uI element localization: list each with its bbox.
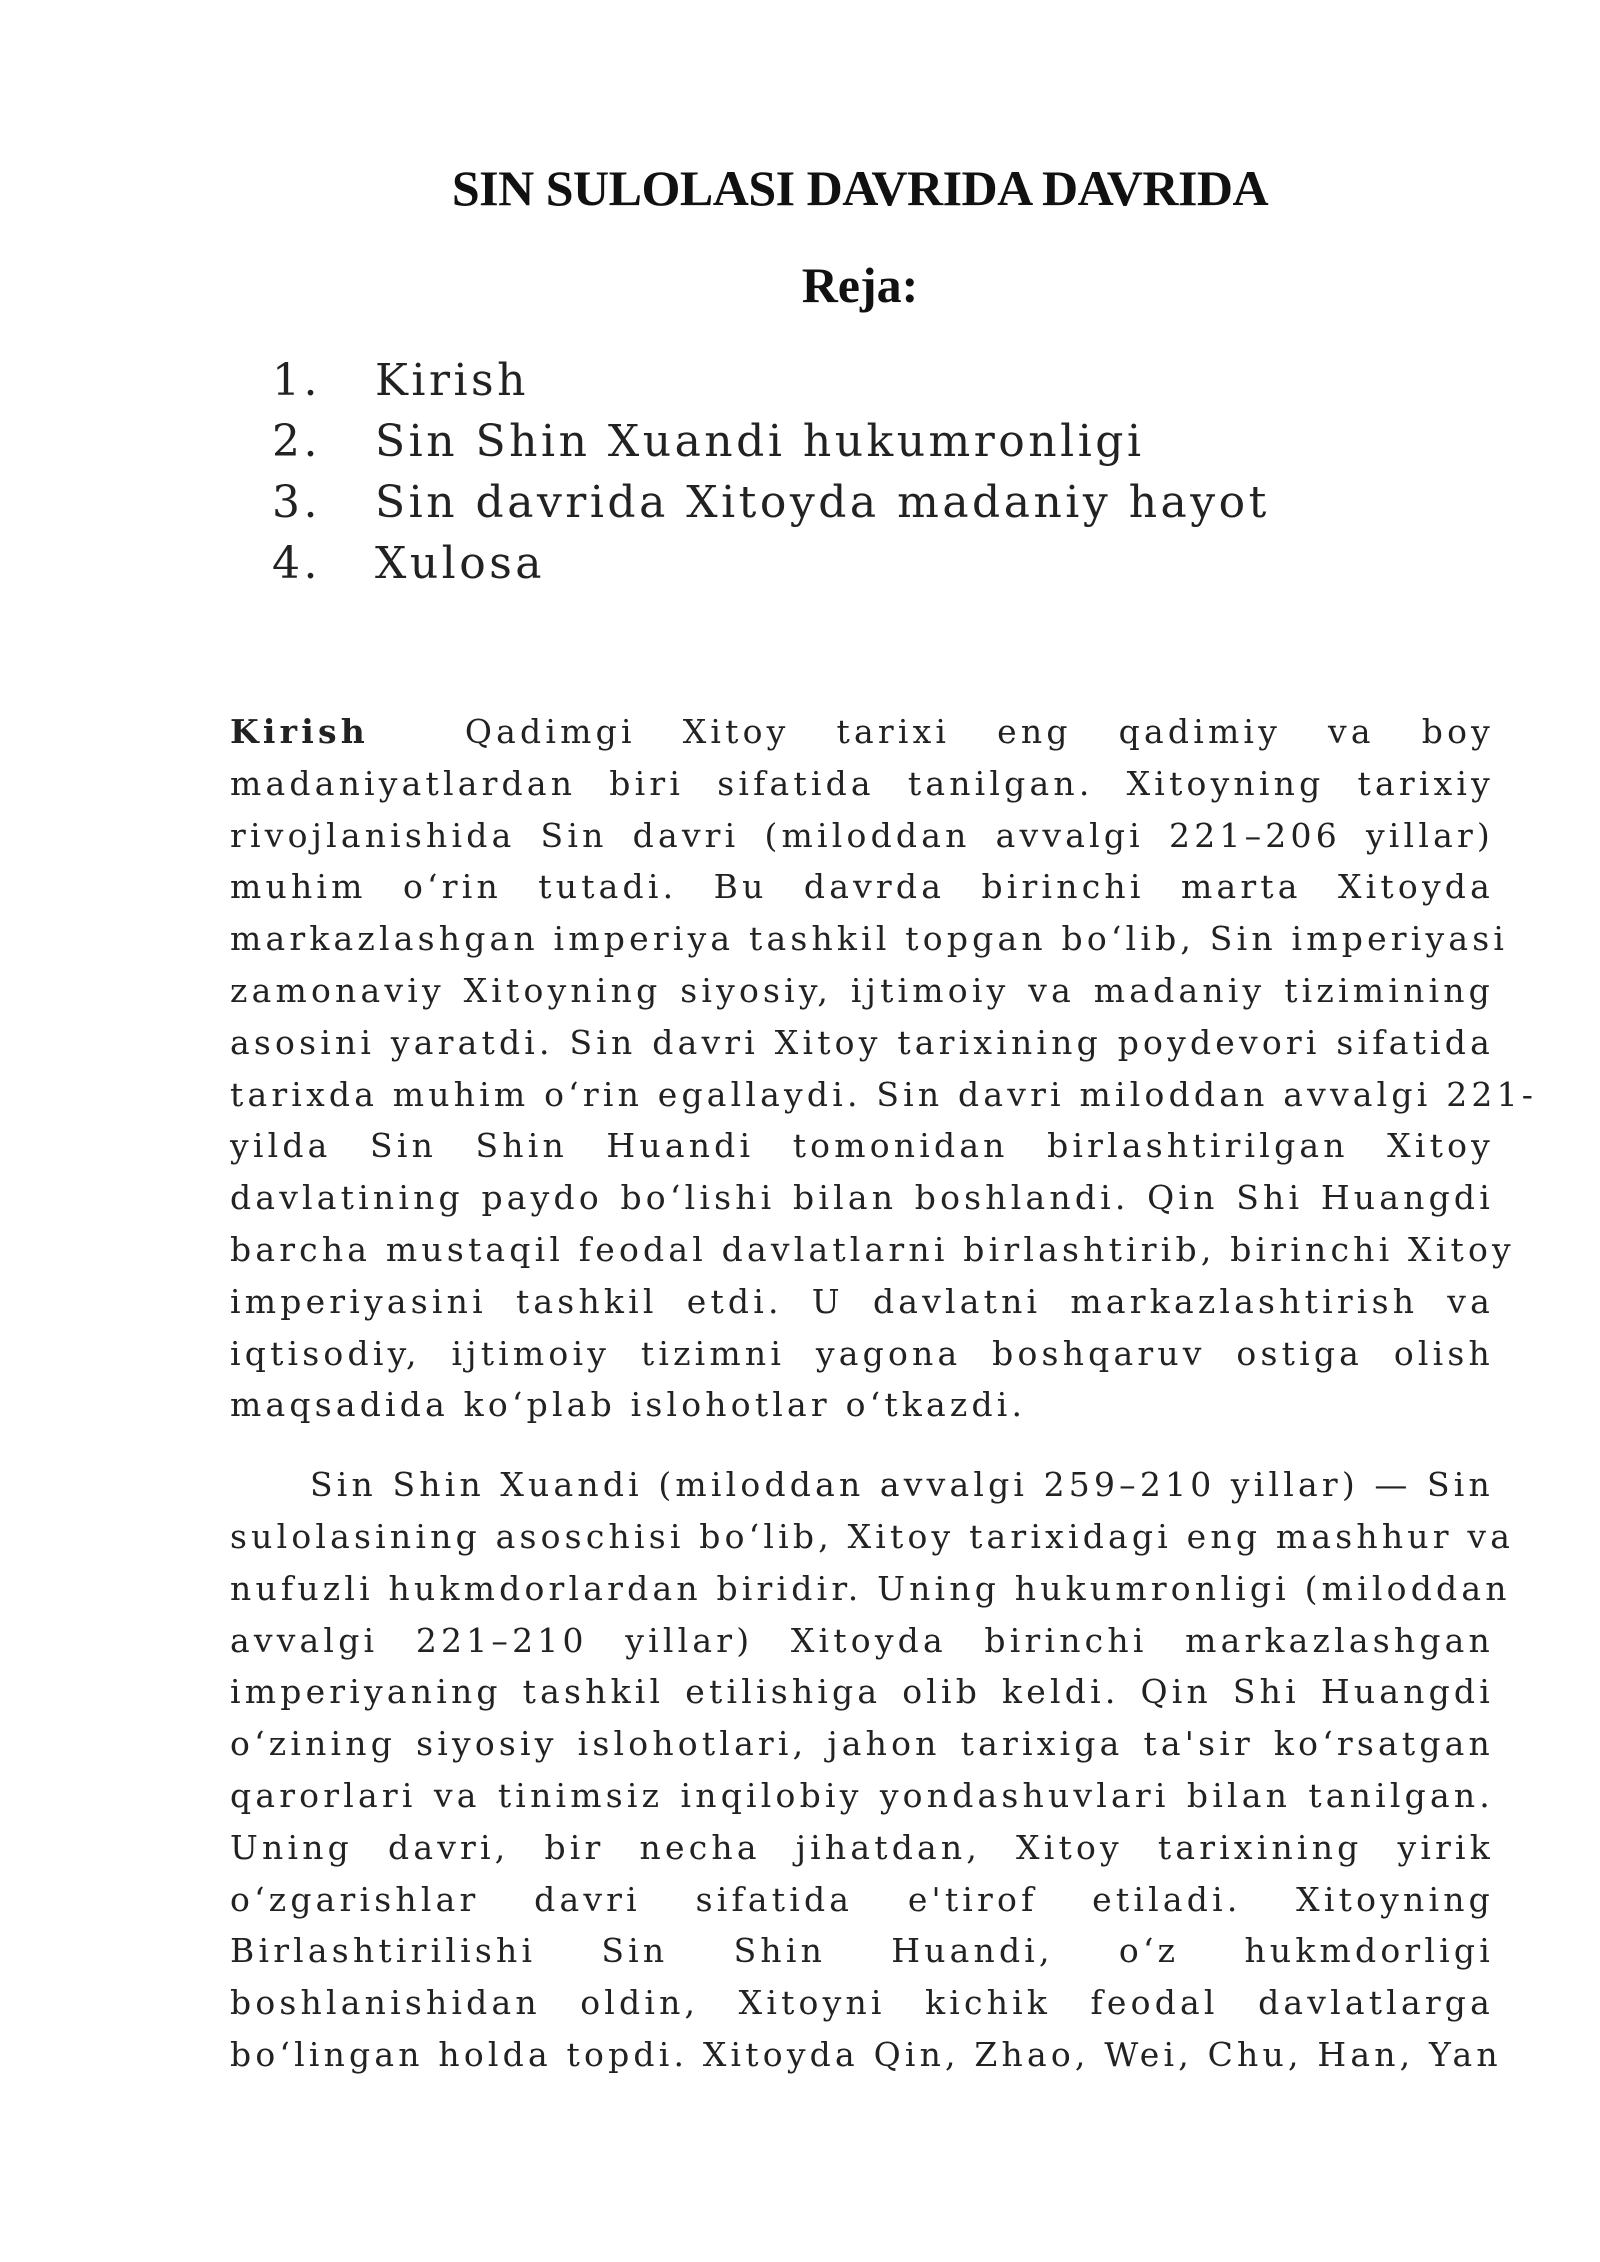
paragraph-line: nufuzli hukmdorlardan biridir. Uning hukumronligi (miloddan	[230, 1568, 1511, 1608]
paragraph-line: asosini yaratdi. Sin davri Xitoy tarixining poydevori sifatida	[230, 1022, 1494, 1062]
paragraph-line: rivojlanishida Sin davri (miloddan avvalgi 221–206 yillar)	[230, 815, 1494, 855]
paragraph-line: Birlashtirilishi Sin Shin Huandi, o‘z hukmdorligi	[230, 1931, 1494, 1971]
paragraph-line: o‘zining siyosiy islohotlari, jahon tarixiga ta'sir ko‘rsatgan	[230, 1724, 1494, 1764]
paragraph-line: boshlanishidan oldin, Xitoyni kichik feodal davlatlarga	[230, 1983, 1494, 2023]
paragraph-line: madaniyatlardan biri sifatida tanilgan. Xitoyning tarixiy	[230, 763, 1494, 803]
paragraph-line: muhim o‘rin tutadi. Bu davrda birinchi marta Xitoyda	[230, 867, 1494, 907]
paragraph-line: iqtisodiy, ijtimoiy tizimni yagona boshqaruv ostiga olish	[230, 1333, 1494, 1373]
plan-item-text: Sin Shin Xuandi hukumronligi	[375, 416, 1145, 467]
plan-item	[272, 350, 1270, 411]
paragraph-line: bo‘lingan holda topdi. Xitoyda Qin, Zhao, Wei, Chu, Han, Yan	[230, 2034, 1502, 2074]
plan-item	[272, 533, 1270, 594]
paragraph-line: barcha mustaqil feodal davlatlarni birlashtirib, birinchi Xitoy	[230, 1229, 1515, 1269]
paragraph-line	[230, 706, 1494, 758]
plan-item-number: 2.	[272, 416, 321, 467]
paragraph-line: maqsadida ko‘plab islohotlar o‘tkazdi.	[230, 1385, 1027, 1425]
paragraph-line: davlatining paydo bo‘lishi bilan boshlandi. Qin Shi Huangdi	[230, 1178, 1494, 1218]
paragraph-line: tarixda muhim o‘rin egallaydi. Sin davri miloddan avvalgi 221-	[230, 1074, 1538, 1114]
paragraph-introduction	[230, 706, 1538, 1431]
plan-item	[272, 472, 1270, 533]
paragraph-line: yilda Sin Shin Huandi tomonidan birlashtirilgan Xitoy	[230, 1126, 1494, 1166]
paragraph-line: Sin Shin Xuandi (miloddan avvalgi 259–210 yillar) — Sin	[310, 1465, 1494, 1505]
paragraph-line: o‘zgarishlar davri sifatida e'tirof etiladi. Xitoyning	[230, 1879, 1494, 1919]
paragraph-lead-word: Kirish	[230, 712, 369, 751]
plan-item-number: 4.	[272, 538, 321, 589]
paragraph-line: imperiyasini tashkil etdi. U davlatni markazlashtirish va	[230, 1281, 1494, 1321]
plan-item-number: 1.	[272, 355, 321, 406]
paragraph-ruler	[230, 1459, 1515, 2081]
paragraph-line: sulolasining asoschisi bo‘lib, Xitoy tarixidagi eng mashhur va	[230, 1516, 1515, 1556]
paragraph-line: markazlashgan imperiya tashkil topgan bo‘lib, Sin imperiyasi	[230, 919, 1509, 959]
plan-item-text: Kirish	[375, 355, 529, 406]
plan-item-number: 3.	[272, 477, 321, 528]
plan-item	[272, 411, 1270, 472]
paragraph-line: avvalgi 221–210 yillar) Xitoyda birinchi markazlashgan	[230, 1620, 1494, 1660]
paragraph-line-text: Qadimgi Xitoy tarixi eng qadimiy va boy	[464, 712, 1494, 751]
document-body	[230, 706, 1538, 2081]
document-title: SIN SULOLASI DAVRIDA DAVRIDA	[451, 160, 1269, 216]
paragraph-line: qarorlari va tinimsiz inqilobiy yondashuvlari bilan tanilgan.	[230, 1775, 1494, 1815]
paragraph-line: Uning davri, bir necha jihatdan, Xitoy tarixining yirik	[230, 1827, 1494, 1867]
plan-item-text: Xulosa	[375, 538, 546, 589]
plan-list	[272, 350, 1270, 594]
plan-item-text: Sin davrida Xitoyda madaniy hayot	[375, 477, 1270, 528]
paragraph-line: zamonaviy Xitoyning siyosiy, ijtimoiy va madaniy tizimining	[230, 970, 1494, 1010]
plan-heading: Reja:	[801, 257, 919, 313]
paragraph-line: imperiyaning tashkil etilishiga olib keldi. Qin Shi Huangdi	[230, 1672, 1494, 1712]
